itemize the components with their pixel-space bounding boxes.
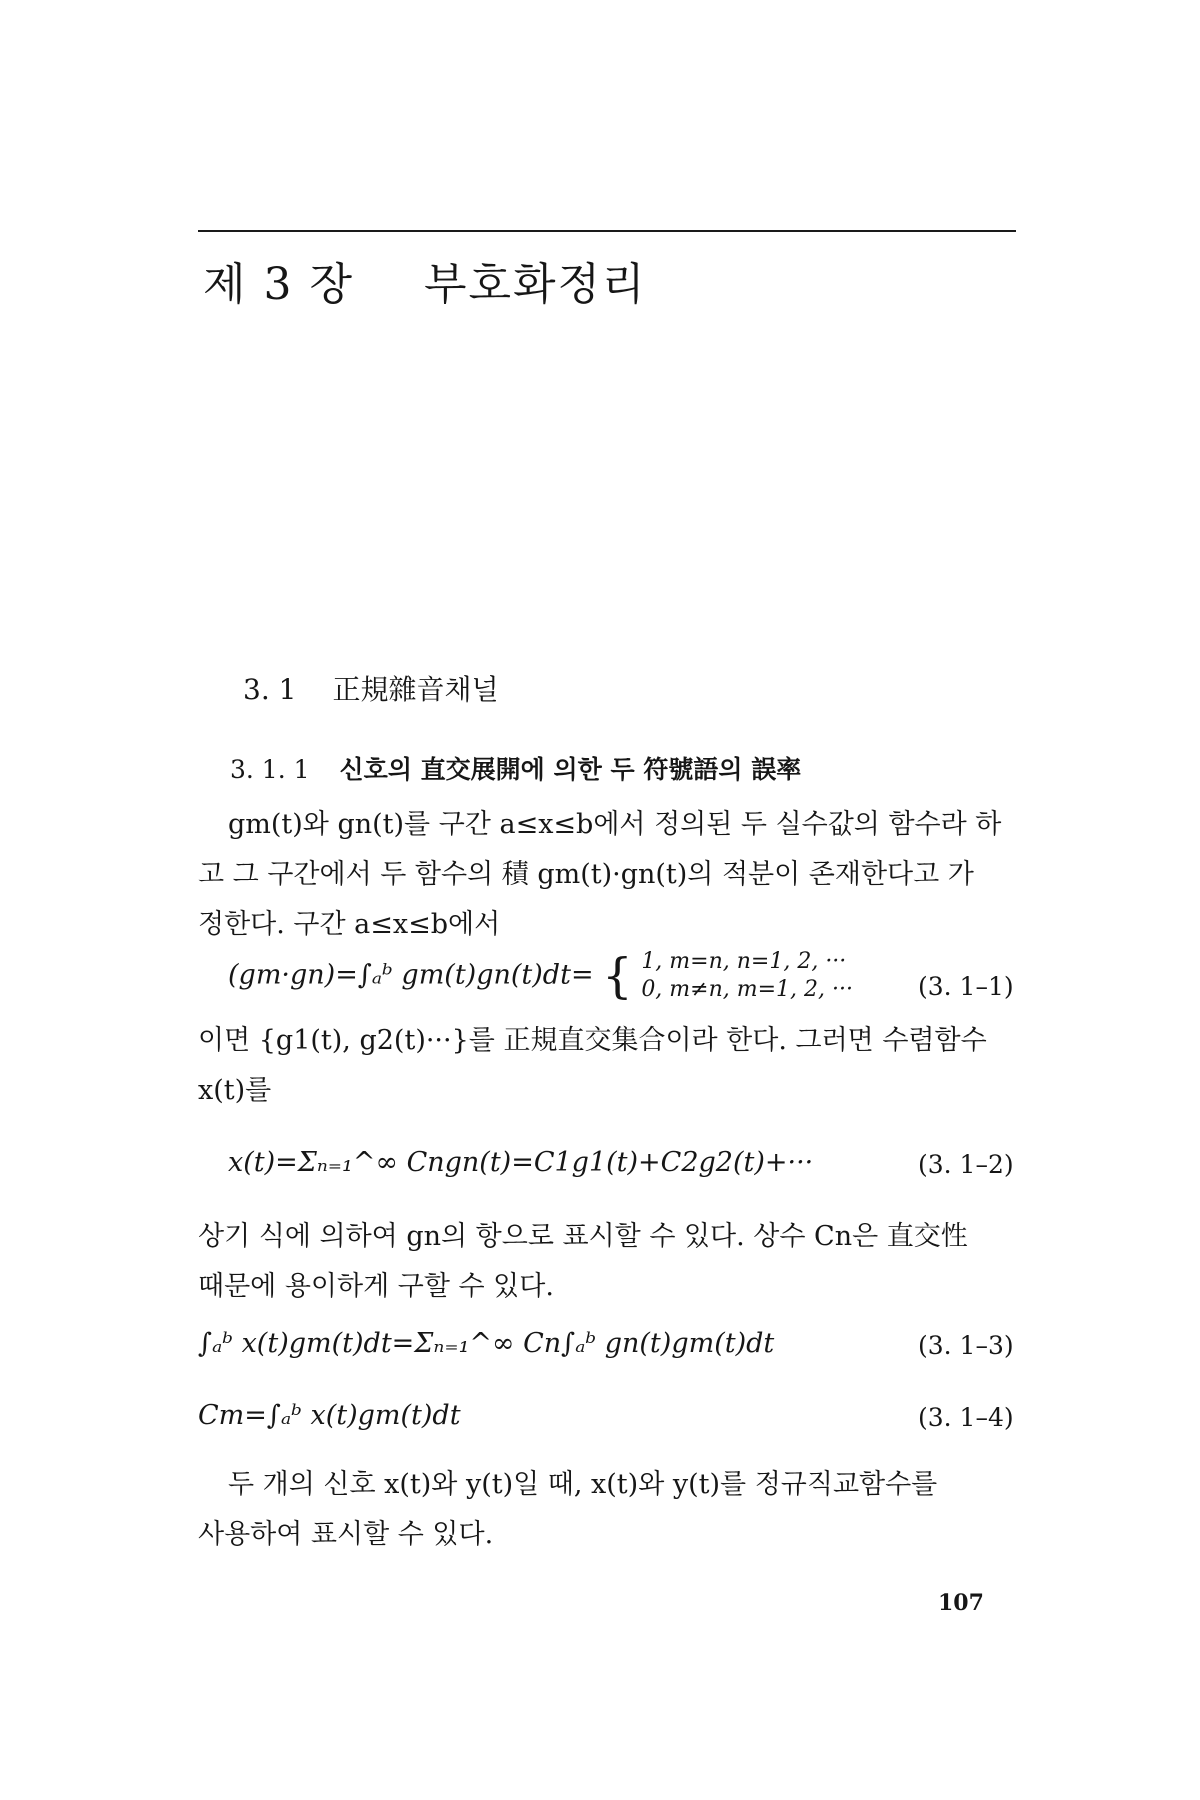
paragraph-line: x(t)를 bbox=[198, 1075, 272, 1106]
equation-number: (3. 1–3) bbox=[918, 1331, 1014, 1360]
subsection-number: 3. 1. 1 bbox=[230, 755, 310, 784]
paragraph-line: 사용하여 표시할 수 있다. bbox=[198, 1519, 494, 1550]
paragraph-4 bbox=[198, 1460, 938, 1560]
section-title: 正規雜音채널 bbox=[332, 673, 499, 706]
equation-number: (3. 1–2) bbox=[918, 1150, 1014, 1179]
equation-3-1-3: ∫ₐᵇ x(t)gm(t)dt=Σₙ₌₁^∞ Cn∫ₐᵇ gn(t)gm(t)dt bbox=[198, 1328, 775, 1359]
equation-lhs: (gm·gn)=∫ₐᵇ gm(t)gn(t)dt= bbox=[228, 959, 594, 991]
equation-number: (3. 1–1) bbox=[918, 972, 1014, 1001]
paragraph-line: gm(t)와 gn(t)를 구간 a≤x≤b에서 정의된 두 실수값의 함수라 하 bbox=[228, 809, 1002, 840]
page-number: 107 bbox=[938, 1590, 984, 1616]
equation-3-1-2: x(t)=Σₙ₌₁^∞ Cngn(t)=C1g1(t)+C2g2(t)+··· bbox=[228, 1147, 814, 1178]
paragraph-line: 때문에 용이하게 구할 수 있다. bbox=[198, 1271, 554, 1302]
paragraph-line: 정한다. 구간 a≤x≤b에서 bbox=[198, 909, 501, 940]
equation-3-1-4: Cm=∫ₐᵇ x(t)gm(t)dt bbox=[198, 1400, 461, 1431]
case-line: 0, m≠n, m=1, 2, ··· bbox=[641, 977, 853, 1002]
paragraph-line: 이면 {g1(t), g2(t)···}를 正規直交集合이라 한다. 그러면 수렴함수 bbox=[198, 1025, 987, 1056]
case-line: 1, m=n, n=1, 2, ··· bbox=[641, 949, 847, 974]
section-number: 3. 1 bbox=[243, 673, 297, 706]
paragraph-3 bbox=[198, 1212, 968, 1312]
chapter-heading bbox=[203, 248, 647, 312]
paragraph-2 bbox=[198, 1016, 987, 1116]
subsection-title: 신호의 直交展開에 의한 두 符號語의 誤率 bbox=[339, 755, 802, 784]
equation-3-1-1 bbox=[228, 948, 853, 1004]
equation-number: (3. 1–4) bbox=[918, 1403, 1014, 1432]
subsection-heading bbox=[230, 750, 801, 786]
brace-icon: { bbox=[602, 948, 633, 1004]
paragraph-line: 고 그 구간에서 두 함수의 積 gm(t)·gn(t)의 적분이 존재한다고 가 bbox=[198, 859, 974, 890]
chapter-rule bbox=[198, 230, 1016, 232]
paragraph-line: 상기 식에 의하여 gn의 항으로 표시할 수 있다. 상수 Cn은 直交性 bbox=[198, 1221, 968, 1252]
chapter-number: 제 3 장 bbox=[203, 259, 354, 310]
paragraph-line: 두 개의 신호 x(t)와 y(t)일 때, x(t)와 y(t)를 정규직교함수를 bbox=[228, 1469, 938, 1500]
section-heading bbox=[243, 668, 499, 708]
paragraph-1 bbox=[198, 800, 1002, 950]
chapter-title: 부호화정리 bbox=[423, 259, 647, 310]
equation-cases bbox=[641, 948, 853, 1004]
